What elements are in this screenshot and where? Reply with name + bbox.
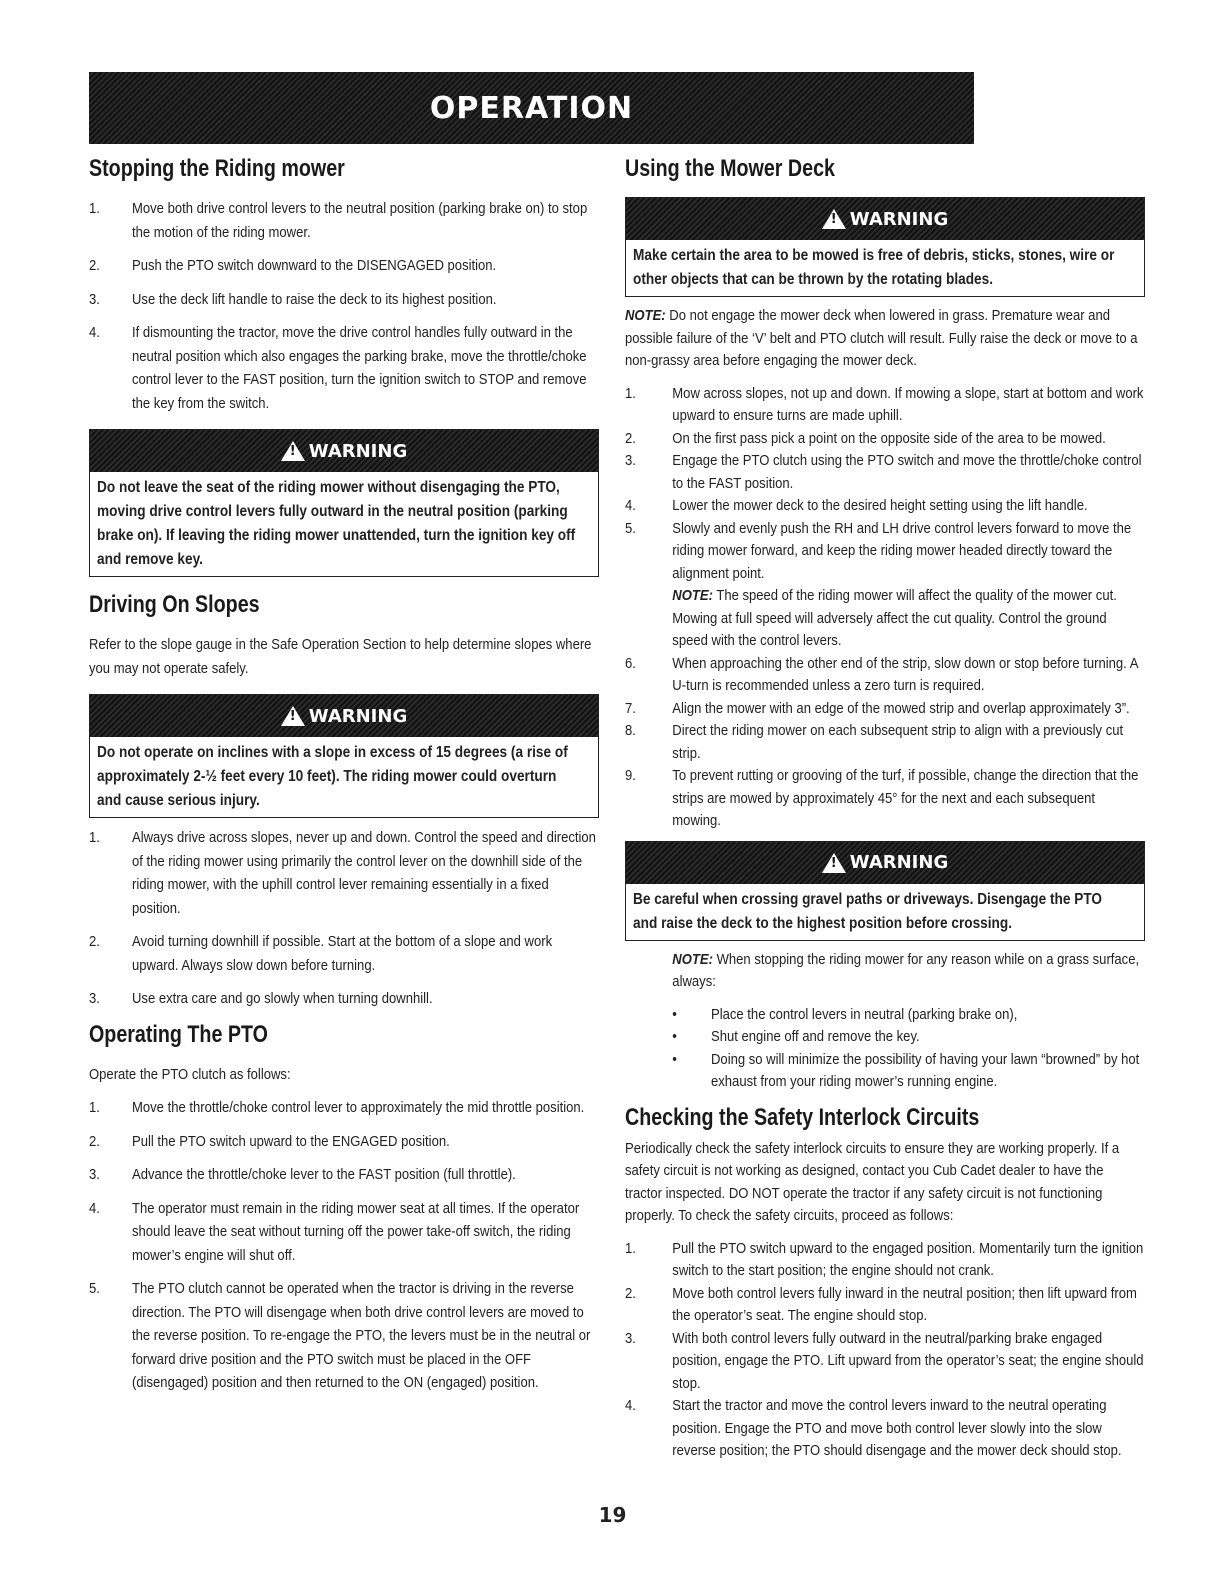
warning-triangle-icon [281, 706, 305, 726]
list-item: 5. Slowly and evenly push the RH and LH drive control levers forward to move the riding mower forward, and keep the riding mower headed directly toward the alignment point. NOTE: The speed of the riding mower will affect the quality of the mower cut. Mowing at full speed will adversely affect the cut quality. Control the ground speed with the control levers. [625, 518, 1144, 653]
list-item: 2. Avoid turning downhill if possible. Start at the bottom of a slope and work upward. Always slow down before turning. [89, 933, 553, 974]
list-item: 1. Move the throttle/choke control lever to approximately the mid throttle position. [89, 1099, 585, 1116]
page-number: 19 [598, 1503, 627, 1527]
heading-pto: Operating The PTO [89, 1020, 268, 1048]
list-item: 1. Mow across slopes, not up and down. If mowing a slope, start at bottom and work upward to ensure turns are made uphill. [625, 384, 1144, 424]
deck-note: NOTE: Do not engage the mower deck when lowered in grass. Premature wear and possible failure of the ‘V’ belt and PTO clutch will result. Fully raise the deck or move to a non-grassy area before engaging the mower deck. [625, 307, 1138, 369]
list-item: 4. If dismounting the tractor, move the drive control handles fully outward in the neutral position which also engages the parking brake, move the throttle/choke control lever to the FAST position, turn the ignition switch to STOP and remove the key from the switch. [89, 324, 587, 412]
list-item: 4. Start the tractor and move the control levers inward to the neutral operating position. Engage the PTO and move both control lever slowly into the slow reverse position; the PTO should disengage and the mower deck should stop. [625, 1397, 1122, 1459]
pto-intro: Operate the PTO clutch as follows: [89, 1065, 291, 1083]
list-item: 8. Direct the riding mower on each subsequent strip to align with a previously cut strip. [625, 722, 1124, 762]
warning-box [89, 694, 599, 818]
interlock-list [625, 1238, 1144, 1463]
speed-note: NOTE: The speed of the riding mower will affect the quality of the mower cut. Mowing at full speed will adversely affect the cut quality. Control the ground speed with the control levers. [672, 587, 1117, 649]
warning-text: Make certain the area to be mowed is free of debris, sticks, stones, wire or other objects that can be thrown by the rotating blades. [633, 247, 1115, 288]
right-column [625, 155, 1145, 1463]
warning-text: Do not operate on inclines with a slope in excess of 15 degrees (a rise of approximately 2-½ feet every 10 feet). The riding mower could overturn and cause serious injury. [97, 744, 568, 809]
left-column [89, 155, 599, 1405]
slopes-list [89, 826, 598, 1011]
list-item: 3. Engage the PTO clutch using the PTO switch and move the throttle/choke control to the FAST position. [625, 452, 1142, 492]
list-item: • Place the control levers in neutral (parking brake on), [672, 1004, 1143, 1027]
warning-bar: ! WARNING [90, 430, 598, 472]
grass-note: NOTE: When stopping the riding mower for any reason while on a grass surface, always: [672, 950, 1140, 990]
list-item: 2. Move both control levers fully inward in the neutral position; then lift upward from the operator’s seat. The engine should stop. [625, 1284, 1137, 1324]
list-item: 5. The PTO clutch cannot be operated when the tractor is driving in the reverse direction. The PTO will disengage when both drive control levers are moved to the reverse position. To re-engage the PTO, the levers must be in the neutral or forward drive position and the PTO switch must be placed in the OFF (disengaged) position and then returned to the ON (engaged) position. [89, 1280, 591, 1391]
list-item: 3. With both control levers fully outward in the neutral/parking brake engaged position, engage the PTO. Lift upward from the operator’s seat; the engine should stop. [625, 1329, 1144, 1392]
list-item: 1. Move both drive control levers to the neutral position (parking brake on) to stop the motion of the riding mower. [89, 200, 588, 241]
list-item: 3. Use the deck lift handle to raise the deck to its highest position. [89, 290, 497, 308]
warning-triangle-icon [822, 209, 846, 229]
list-item: 1. Always drive across slopes, never up and down. Control the speed and direction of the riding mower using primarily the control lever on the downhill side of the riding mower, with the uphill control lever remaining essentially in a fixed position. [89, 829, 596, 917]
list-item: 4. Lower the mower deck to the desired height setting using the lift handle. [625, 497, 1088, 514]
section-header [89, 72, 974, 144]
warning-box [89, 429, 599, 577]
heading-interlock: Checking the Safety Interlock Circuits [625, 1103, 980, 1131]
deck-list [625, 383, 1144, 833]
grass-bullets [625, 1004, 1144, 1094]
heading-stopping: Stopping the Riding mower [89, 155, 345, 182]
pto-list [89, 1096, 598, 1395]
warning-text: Be careful when crossing gravel paths or driveways. Disengage the PTO and raise the deck to the highest position before crossing. [633, 890, 1103, 932]
list-item: 9. To prevent rutting or grooving of the turf, if possible, change the direction that the strips are mowed by approximately 45° for the next and each subsequent mowing. [625, 767, 1139, 829]
warning-triangle-icon [822, 853, 846, 873]
warning-triangle-icon [281, 441, 305, 461]
list-item: • Shut engine off and remove the key. [672, 1026, 1143, 1049]
list-item: 2. Pull the PTO switch upward to the ENGAGED position. [89, 1132, 450, 1150]
warning-bar: ! WARNING [626, 842, 1144, 884]
section-title: OPERATION [429, 90, 634, 126]
interlock-intro: Periodically check the safety interlock circuits to ensure they are working properly. If a safety circuit is not working as designed, contact you Cub Cadet dealer to have the tractor inspected. DO NOT operate the tractor if any safety circuit is not functioning properly. To check the safety circuits, proceed as follows: [625, 1139, 1120, 1224]
list-item: 2. Push the PTO switch downward to the DISENGAGED position. [89, 257, 497, 274]
heading-slopes: Driving On Slopes [89, 591, 260, 618]
list-item: 6. When approaching the other end of the strip, slow down or stop before turning. A U-turn is recommended unless a zero turn is required. [625, 654, 1138, 694]
slopes-intro: Refer to the slope gauge in the Safe Operation Section to help determine slopes where you may not operate safely. [89, 636, 592, 677]
warning-box [625, 197, 1145, 297]
stopping-list [89, 197, 598, 415]
list-item: 3. Use extra care and go slowly when turning downhill. [89, 990, 433, 1007]
heading-deck: Using the Mower Deck [625, 155, 835, 182]
warning-bar: ! WARNING [90, 695, 598, 737]
list-item: • Doing so will minimize the possibility of having your lawn “browned” by hot exhaust from your riding mower’s running engine. [672, 1049, 1143, 1094]
list-item: 2. On the first pass pick a point on the opposite side of the area to be mowed. [625, 429, 1106, 447]
list-item: 7. Align the mower with an edge of the mowed strip and overlap approximately 3”. [625, 699, 1130, 717]
list-item: 4. The operator must remain in the riding mower seat at all times. If the operator should leave the seat without turning off the power take-off switch, the riding mower’s engine will shut off. [89, 1199, 580, 1264]
warning-bar: ! WARNING [626, 198, 1144, 240]
warning-text: Do not leave the seat of the riding mower without disengaging the PTO, moving drive control levers fully outward in the neutral position (parking brake on). If leaving the riding mower unattended, turn the ignition key off and remove key. [97, 479, 576, 568]
list-item: 3. Advance the throttle/choke lever to the FAST position (full throttle). [89, 1166, 516, 1183]
list-item: 1. Pull the PTO switch upward to the engaged position. Momentarily turn the ignition switch to the start position; the engine should not crank. [625, 1239, 1144, 1279]
warning-box [625, 841, 1145, 941]
